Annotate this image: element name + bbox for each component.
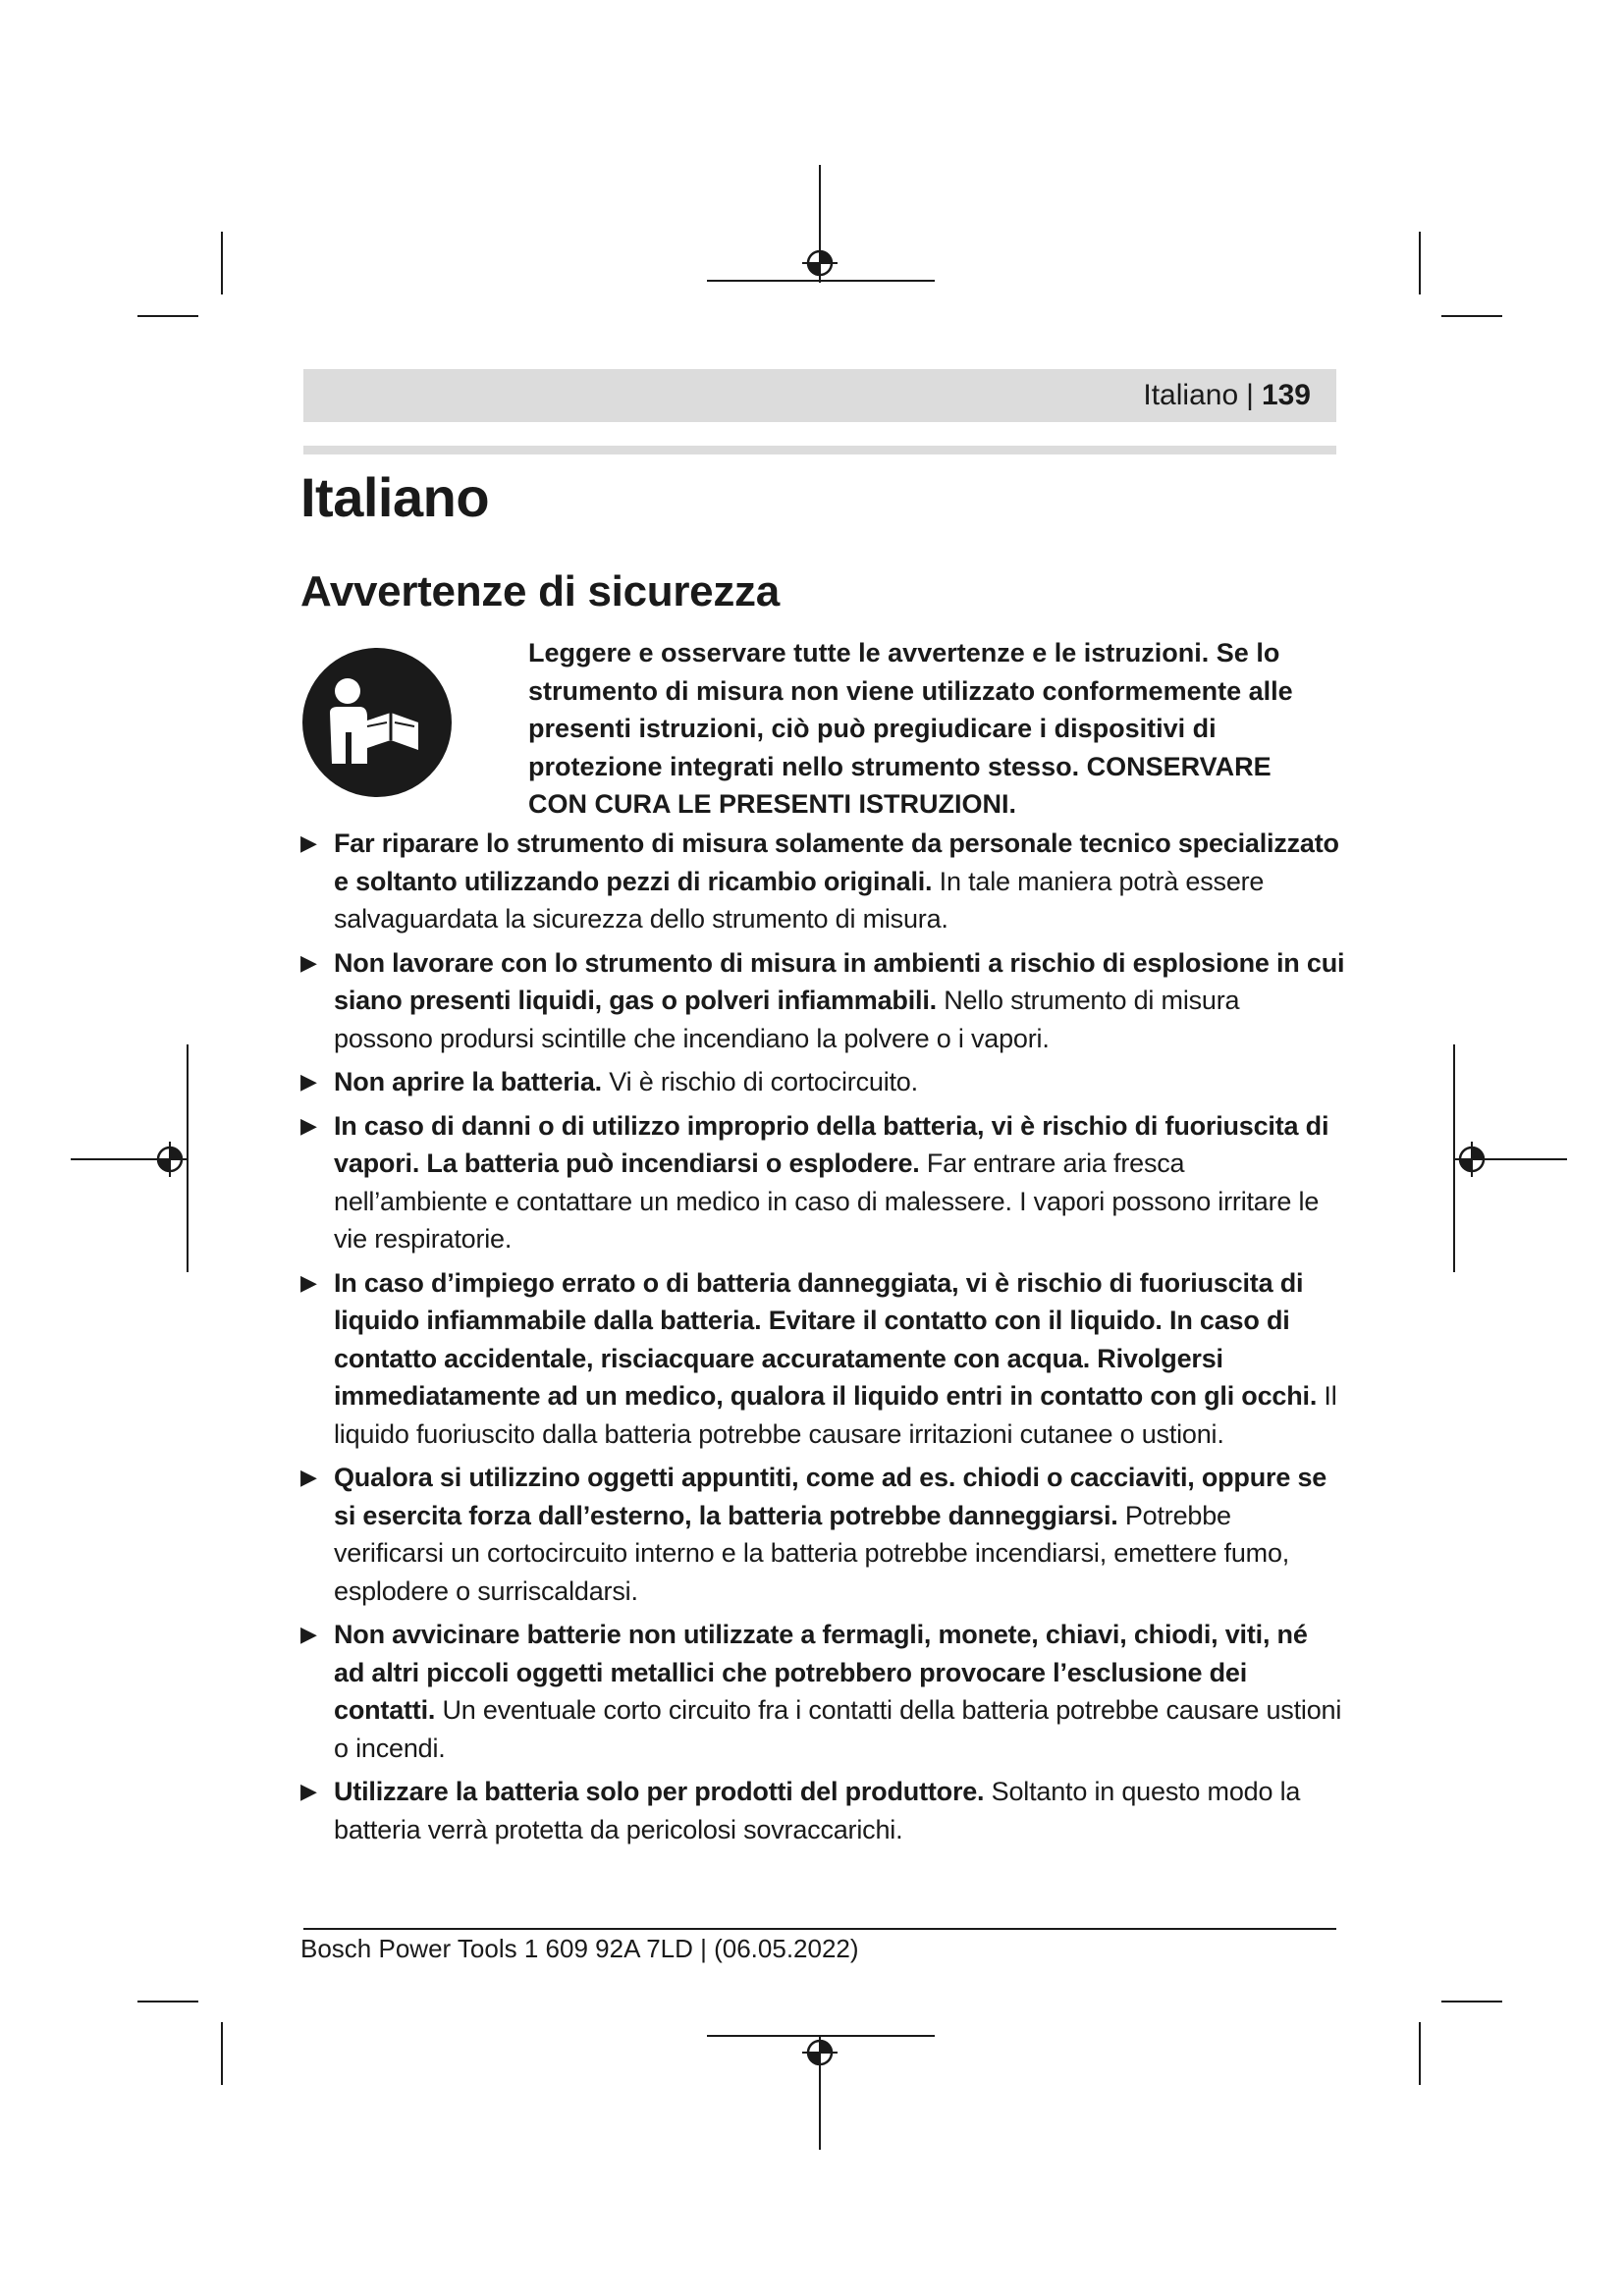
warning-text: Far entrare aria fresca nell’ambiente e contattare un medico in caso di malessere. I vapori possono irritare le vie respiratorie. — [334, 1148, 1320, 1254]
section-title: Avvertenze di sicurezza — [300, 567, 780, 615]
header-rule — [303, 446, 1336, 454]
warning-item — [300, 944, 1345, 1058]
header-language: Italiano — [1143, 379, 1239, 411]
crop-mark — [221, 232, 223, 294]
warning-text: Vi è rischio di cortocircuito. — [601, 1067, 918, 1096]
crop-mark — [1419, 232, 1421, 294]
footer-text: Bosch Power Tools 1 609 92A 7LD | (06.05.2022) — [300, 1934, 859, 1963]
page-number: 139 — [1261, 379, 1311, 411]
footer-rule — [303, 1928, 1336, 1930]
warning-bold-text: In caso di danni o di utilizzo improprio della batteria, vi è rischio di fuoriuscita di vapori. La batteria può incendiarsi o esplodere. — [334, 1110, 1329, 1178]
bullet-arrow-icon: ▶ — [300, 949, 317, 975]
warning-item — [300, 1107, 1345, 1258]
bullet-arrow-icon: ▶ — [300, 1465, 317, 1489]
bullet-arrow-icon: ▶ — [300, 1269, 317, 1295]
warning-bold-text: Utilizzare la batteria solo per prodotti del produttore. — [334, 1777, 985, 1806]
crop-mark — [1441, 2001, 1502, 2002]
registration-mark-icon — [152, 1142, 188, 1177]
warning-bold-text: Non lavorare con lo strumento di misura in ambienti a rischio di esplosione in cui siano presenti liquidi, gas o polveri infiammabili. — [334, 947, 1345, 1015]
running-header — [303, 369, 1336, 422]
warning-text: In tale maniera potrà essere salvaguardata la sicurezza dello strumento di misura. — [334, 866, 1265, 934]
warning-item — [300, 825, 1345, 938]
bullet-arrow-icon: ▶ — [300, 1069, 317, 1094]
warning-bold-text: Far riparare lo strumento di misura solamente da personale tecnico specializzato e soltanto utilizzando pezzi di ricambio originali. — [334, 828, 1339, 896]
warning-item — [300, 1264, 1345, 1454]
crop-mark — [1441, 315, 1502, 317]
warning-bold-text: Non avvicinare batterie non utilizzate a fermagli, monete, chiavi, chiodi, viti, né ad altri piccoli oggetti metallici che potrebbero provocare l’esclusione dei contatti. — [334, 1620, 1308, 1725]
bullet-arrow-icon: ▶ — [300, 1779, 317, 1803]
warning-bold-text: Qualora si utilizzino oggetti appuntiti, come ad es. chiodi o cacciaviti, oppure se si esercita forza dall’esterno, la batteria potrebbe danneggiarsi. — [334, 1463, 1327, 1530]
warning-item — [300, 1063, 1345, 1101]
warning-bold-text: In caso d’impiego errato o di batteria danneggiata, vi è rischio di fuoriuscita di liquido infiammabile dalla batteria. Evitare il contatto con il liquido. In caso di contatto accidentale, risciacquare accuratamente con acqua. Rivolgersi immediatamente ad un medico, qualora il liquido entri in contatto con gli occhi. — [334, 1267, 1318, 1411]
page-title: Italiano — [300, 466, 490, 528]
warning-item — [300, 1773, 1345, 1848]
warning-text: Potrebbe verificarsi un cortocircuito interno e la batteria potrebbe incendiarsi, emettere fumo, esplodere o surriscaldarsi. — [334, 1500, 1290, 1606]
bullet-arrow-icon: ▶ — [300, 1112, 317, 1138]
bullet-arrow-icon: ▶ — [300, 1622, 317, 1646]
crop-mark — [137, 2001, 198, 2002]
warning-text: Soltanto in questo modo la batteria verrà protetta da pericolosi sovraccarichi. — [334, 1777, 1301, 1844]
read-manual-icon — [302, 648, 452, 797]
warning-item — [300, 1616, 1345, 1767]
crop-mark — [1419, 2022, 1421, 2085]
header-separator: | — [1246, 379, 1254, 411]
warning-text: Un eventuale corto circuito fra i contatti della batteria potrebbe causare ustioni o incendi. — [334, 1695, 1342, 1763]
registration-mark-icon — [1454, 1142, 1489, 1177]
crop-mark — [137, 315, 198, 317]
crop-mark — [221, 2022, 223, 2085]
registration-mark-icon — [802, 2035, 838, 2070]
intro-warning-text: Leggere e osservare tutte le avvertenze e le istruzioni. Se lo strumento di misura non viene utilizzato conformemente alle presenti istruzioni, ciò può pregiudicare i dispositivi di protezione integrati nello strumento stesso. CONSERVARE CON CURA LE PRESENTI ISTRUZIONI. — [528, 638, 1293, 819]
warning-item — [300, 1459, 1345, 1610]
safety-warnings-list — [300, 825, 1345, 1854]
warning-bold-text: Non aprire la batteria. — [334, 1067, 602, 1096]
warning-text: Il liquido fuoriuscito dalla batteria potrebbe causare irritazioni cutanee o ustioni. — [334, 1381, 1337, 1449]
bullet-arrow-icon: ▶ — [300, 830, 317, 855]
warning-text: Nello strumento di misura possono prodursi scintille che incendiano la polvere o i vapori. — [334, 986, 1240, 1053]
registration-mark-icon — [802, 245, 838, 281]
